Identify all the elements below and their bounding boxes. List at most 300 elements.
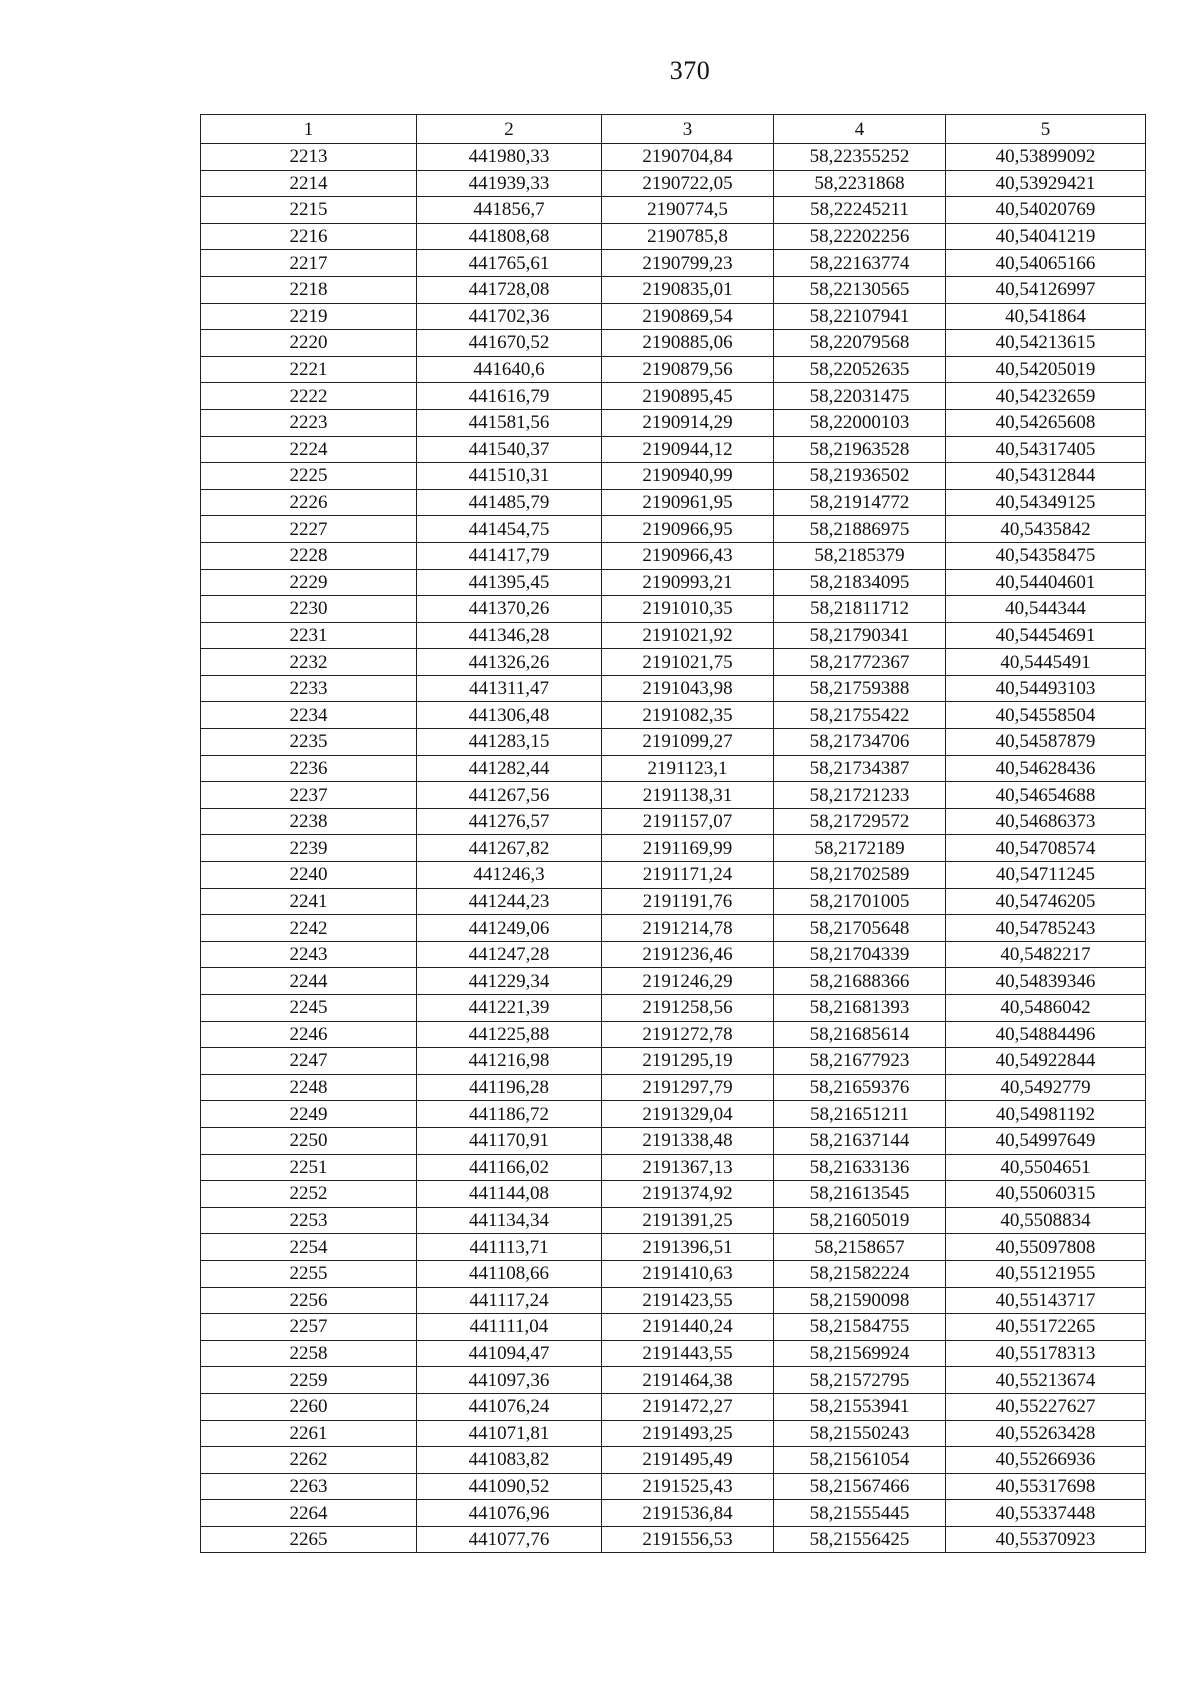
table-cell-col-5: 40,54454691: [946, 622, 1146, 649]
table-row: [201, 755, 1146, 782]
column-header-3: 3: [602, 115, 774, 144]
table-cell-col-3: 2191171,24: [602, 862, 774, 889]
table-cell-col-1: 2245: [201, 995, 417, 1022]
table-cell-col-1: 2238: [201, 808, 417, 835]
table-cell-col-5: 40,54349125: [946, 489, 1146, 516]
table-cell-col-4: 58,2231868: [774, 170, 946, 197]
table-cell-col-2: 441076,24: [417, 1393, 602, 1420]
table-cell-col-4: 58,21734387: [774, 755, 946, 782]
table-cell-col-3: 2191367,13: [602, 1154, 774, 1181]
table-cell-col-1: 2257: [201, 1314, 417, 1341]
column-header-1: 1: [201, 115, 417, 144]
table-cell-col-3: 2191082,35: [602, 702, 774, 729]
table-cell-col-5: 40,541864: [946, 303, 1146, 330]
table-cell-col-5: 40,5504651: [946, 1154, 1146, 1181]
table-cell-col-1: 2256: [201, 1287, 417, 1314]
table-cell-col-2: 441111,04: [417, 1314, 602, 1341]
table-cell-col-3: 2191138,31: [602, 782, 774, 809]
table-cell-col-5: 40,54265608: [946, 409, 1146, 436]
table-row: [201, 436, 1146, 463]
table-cell-col-4: 58,21811712: [774, 596, 946, 623]
table-cell-col-5: 40,54041219: [946, 223, 1146, 250]
table-cell-col-4: 58,22107941: [774, 303, 946, 330]
table-cell-col-4: 58,21759388: [774, 675, 946, 702]
table-cell-col-5: 40,54317405: [946, 436, 1146, 463]
table-cell-col-2: 441083,82: [417, 1447, 602, 1474]
table-cell-col-4: 58,21550243: [774, 1420, 946, 1447]
table-cell-col-5: 40,55097808: [946, 1234, 1146, 1261]
table-cell-col-1: 2260: [201, 1393, 417, 1420]
table-cell-col-5: 40,54839346: [946, 968, 1146, 995]
table-cell-col-2: 441616,79: [417, 383, 602, 410]
table-row: [201, 144, 1146, 171]
table-row: [201, 1260, 1146, 1287]
table-cell-col-4: 58,22245211: [774, 197, 946, 224]
table-cell-col-5: 40,53899092: [946, 144, 1146, 171]
table-cell-col-2: 441267,82: [417, 835, 602, 862]
table-cell-col-2: 441640,6: [417, 356, 602, 383]
table-cell-col-3: 2190785,8: [602, 223, 774, 250]
table-cell-col-4: 58,22202256: [774, 223, 946, 250]
table-row: [201, 782, 1146, 809]
table-cell-col-3: 2191157,07: [602, 808, 774, 835]
table-cell-col-1: 2241: [201, 888, 417, 915]
table-cell-col-4: 58,21790341: [774, 622, 946, 649]
table-cell-col-5: 40,5435842: [946, 516, 1146, 543]
table-cell-col-1: 2259: [201, 1367, 417, 1394]
table-cell-col-4: 58,21729572: [774, 808, 946, 835]
table-row: [201, 1101, 1146, 1128]
table-cell-col-4: 58,2185379: [774, 542, 946, 569]
table-cell-col-4: 58,21704339: [774, 941, 946, 968]
table-cell-col-1: 2258: [201, 1340, 417, 1367]
table-cell-col-2: 441282,44: [417, 755, 602, 782]
table-cell-col-3: 2191297,79: [602, 1074, 774, 1101]
table-cell-col-5: 40,54232659: [946, 383, 1146, 410]
table-cell-col-4: 58,21613545: [774, 1181, 946, 1208]
table-cell-col-1: 2214: [201, 170, 417, 197]
table-cell-col-1: 2229: [201, 569, 417, 596]
table-cell-col-5: 40,5492779: [946, 1074, 1146, 1101]
table-cell-col-5: 40,54997649: [946, 1127, 1146, 1154]
table-row: [201, 1340, 1146, 1367]
table-cell-col-4: 58,21572795: [774, 1367, 946, 1394]
table-cell-col-3: 2191214,78: [602, 915, 774, 942]
table-cell-col-4: 58,21584755: [774, 1314, 946, 1341]
table-row: [201, 569, 1146, 596]
table-cell-col-3: 2190961,95: [602, 489, 774, 516]
table-row: [201, 463, 1146, 490]
table-cell-col-1: 2216: [201, 223, 417, 250]
table-row: [201, 1048, 1146, 1075]
table-cell-col-1: 2252: [201, 1181, 417, 1208]
table-cell-col-3: 2190722,05: [602, 170, 774, 197]
column-header-4: 4: [774, 115, 946, 144]
table-cell-col-2: 441117,24: [417, 1287, 602, 1314]
table-cell-col-1: 2255: [201, 1260, 417, 1287]
table-cell-col-1: 2231: [201, 622, 417, 649]
table-cell-col-3: 2191043,98: [602, 675, 774, 702]
table-cell-col-3: 2190704,84: [602, 144, 774, 171]
table-cell-col-1: 2254: [201, 1234, 417, 1261]
table-row: [201, 1393, 1146, 1420]
table-cell-col-2: 441485,79: [417, 489, 602, 516]
table-row: [201, 383, 1146, 410]
table-cell-col-5: 40,54404601: [946, 569, 1146, 596]
table-cell-col-4: 58,21569924: [774, 1340, 946, 1367]
table-cell-col-3: 2191374,92: [602, 1181, 774, 1208]
table-cell-col-5: 40,55266936: [946, 1447, 1146, 1474]
table-row: [201, 1181, 1146, 1208]
page-number: 370: [669, 56, 711, 85]
table-cell-col-5: 40,55227627: [946, 1393, 1146, 1420]
table-cell-col-2: 441267,56: [417, 782, 602, 809]
table-cell-col-4: 58,21659376: [774, 1074, 946, 1101]
table-cell-col-2: 441283,15: [417, 729, 602, 756]
table-cell-col-4: 58,21555445: [774, 1500, 946, 1527]
table-cell-col-2: 441670,52: [417, 330, 602, 357]
table-cell-col-4: 58,21734706: [774, 729, 946, 756]
table-cell-col-5: 40,54558504: [946, 702, 1146, 729]
table-cell-col-3: 2191423,55: [602, 1287, 774, 1314]
table-row: [201, 223, 1146, 250]
table-row: [201, 303, 1146, 330]
table-cell-col-2: 441090,52: [417, 1473, 602, 1500]
table-cell-col-3: 2190914,29: [602, 409, 774, 436]
table-cell-col-3: 2191440,24: [602, 1314, 774, 1341]
table-row: [201, 1447, 1146, 1474]
table-cell-col-4: 58,21721233: [774, 782, 946, 809]
table-cell-col-4: 58,2158657: [774, 1234, 946, 1261]
table-cell-col-4: 58,21834095: [774, 569, 946, 596]
table-cell-col-2: 441765,61: [417, 250, 602, 277]
table-cell-col-3: 2191191,76: [602, 888, 774, 915]
table-cell-col-3: 2191391,25: [602, 1207, 774, 1234]
table-cell-col-3: 2190895,45: [602, 383, 774, 410]
table-cell-col-1: 2228: [201, 542, 417, 569]
table-cell-col-2: 441244,23: [417, 888, 602, 915]
table-row: [201, 1367, 1146, 1394]
table-cell-col-3: 2191295,19: [602, 1048, 774, 1075]
table-cell-col-5: 40,54205019: [946, 356, 1146, 383]
table-cell-col-2: 441728,08: [417, 276, 602, 303]
table-cell-col-4: 58,21772367: [774, 649, 946, 676]
table-cell-col-2: 441071,81: [417, 1420, 602, 1447]
table-cell-col-1: 2262: [201, 1447, 417, 1474]
table-cell-col-5: 40,54981192: [946, 1101, 1146, 1128]
table-cell-col-3: 2191123,1: [602, 755, 774, 782]
table-row: [201, 862, 1146, 889]
table-cell-col-5: 40,55060315: [946, 1181, 1146, 1208]
table-row: [201, 409, 1146, 436]
table-cell-col-2: 441326,26: [417, 649, 602, 676]
table-cell-col-5: 40,54711245: [946, 862, 1146, 889]
table-cell-col-2: 441540,37: [417, 436, 602, 463]
table-cell-col-3: 2190944,12: [602, 436, 774, 463]
table-cell-col-1: 2242: [201, 915, 417, 942]
table-cell-col-3: 2191272,78: [602, 1021, 774, 1048]
table-cell-col-5: 40,54020769: [946, 197, 1146, 224]
table-row: [201, 1500, 1146, 1527]
table-cell-col-3: 2190869,54: [602, 303, 774, 330]
table-cell-col-3: 2191338,48: [602, 1127, 774, 1154]
table-cell-col-4: 58,21688366: [774, 968, 946, 995]
table-cell-col-5: 40,54312844: [946, 463, 1146, 490]
table-cell-col-3: 2190966,95: [602, 516, 774, 543]
table-cell-col-4: 58,21637144: [774, 1127, 946, 1154]
table-cell-col-2: 441170,91: [417, 1127, 602, 1154]
table-cell-col-2: 441246,3: [417, 862, 602, 889]
table-cell-col-2: 441370,26: [417, 596, 602, 623]
table-cell-col-5: 40,54746205: [946, 888, 1146, 915]
table-cell-col-4: 58,22052635: [774, 356, 946, 383]
table-cell-col-5: 40,5486042: [946, 995, 1146, 1022]
table-row: [201, 197, 1146, 224]
table-cell-col-3: 2191010,35: [602, 596, 774, 623]
table-cell-col-2: 441276,57: [417, 808, 602, 835]
table-cell-col-1: 2224: [201, 436, 417, 463]
table-cell-col-2: 441113,71: [417, 1234, 602, 1261]
table-row: [201, 702, 1146, 729]
table-cell-col-2: 441186,72: [417, 1101, 602, 1128]
table-cell-col-5: 40,54628436: [946, 755, 1146, 782]
table-cell-col-2: 441221,39: [417, 995, 602, 1022]
table-cell-col-3: 2191169,99: [602, 835, 774, 862]
table-row: [201, 1526, 1146, 1553]
table-cell-col-5: 40,53929421: [946, 170, 1146, 197]
table-cell-col-5: 40,54686373: [946, 808, 1146, 835]
table-row: [201, 1420, 1146, 1447]
table-cell-col-2: 441247,28: [417, 941, 602, 968]
table-cell-col-2: 441216,98: [417, 1048, 602, 1075]
table-row: [201, 808, 1146, 835]
table-cell-col-1: 2222: [201, 383, 417, 410]
table-cell-col-1: 2235: [201, 729, 417, 756]
table-cell-col-1: 2265: [201, 1526, 417, 1553]
table-cell-col-1: 2221: [201, 356, 417, 383]
table-cell-col-2: 441144,08: [417, 1181, 602, 1208]
table-cell-col-3: 2191556,53: [602, 1526, 774, 1553]
table-cell-col-3: 2191396,51: [602, 1234, 774, 1261]
table-cell-col-1: 2244: [201, 968, 417, 995]
table-cell-col-1: 2219: [201, 303, 417, 330]
table-row: [201, 968, 1146, 995]
table-cell-col-3: 2191236,46: [602, 941, 774, 968]
table-cell-col-3: 2190885,06: [602, 330, 774, 357]
table-cell-col-2: 441702,36: [417, 303, 602, 330]
table-cell-col-2: 441249,06: [417, 915, 602, 942]
table-cell-col-4: 58,21605019: [774, 1207, 946, 1234]
table-cell-col-5: 40,54654688: [946, 782, 1146, 809]
column-header-2: 2: [417, 115, 602, 144]
table-cell-col-4: 58,21685614: [774, 1021, 946, 1048]
table-cell-col-5: 40,54358475: [946, 542, 1146, 569]
table-cell-col-2: 441225,88: [417, 1021, 602, 1048]
table-cell-col-5: 40,5482217: [946, 941, 1146, 968]
table-cell-col-2: 441077,76: [417, 1526, 602, 1553]
table-cell-col-3: 2191472,27: [602, 1393, 774, 1420]
table-cell-col-1: 2240: [201, 862, 417, 889]
table-cell-col-2: 441108,66: [417, 1260, 602, 1287]
table-cell-col-4: 58,21702589: [774, 862, 946, 889]
table-cell-col-2: 441097,36: [417, 1367, 602, 1394]
table-cell-col-2: 441134,34: [417, 1207, 602, 1234]
table-cell-col-2: 441417,79: [417, 542, 602, 569]
table-cell-col-2: 441980,33: [417, 144, 602, 171]
coordinates-table: [200, 114, 1146, 1553]
table-cell-col-1: 2217: [201, 250, 417, 277]
table-cell-col-1: 2243: [201, 941, 417, 968]
table-cell-col-3: 2191464,38: [602, 1367, 774, 1394]
table-row: [201, 516, 1146, 543]
table-cell-col-3: 2191021,75: [602, 649, 774, 676]
table-cell-col-4: 58,21755422: [774, 702, 946, 729]
table-row: [201, 489, 1146, 516]
table-cell-col-5: 40,544344: [946, 596, 1146, 623]
table-row: [201, 649, 1146, 676]
table-cell-col-5: 40,54708574: [946, 835, 1146, 862]
table-cell-col-4: 58,22130565: [774, 276, 946, 303]
table-cell-col-2: 441346,28: [417, 622, 602, 649]
table-cell-col-1: 2218: [201, 276, 417, 303]
table-cell-col-3: 2190966,43: [602, 542, 774, 569]
table-cell-col-3: 2191099,27: [602, 729, 774, 756]
table-cell-col-4: 58,21582224: [774, 1260, 946, 1287]
table-cell-col-2: 441094,47: [417, 1340, 602, 1367]
table-row: [201, 888, 1146, 915]
table-row: [201, 622, 1146, 649]
table-row: [201, 915, 1146, 942]
table-cell-col-3: 2190835,01: [602, 276, 774, 303]
table-cell-col-3: 2191410,63: [602, 1260, 774, 1287]
table-cell-col-2: 441454,75: [417, 516, 602, 543]
table-cell-col-5: 40,5445491: [946, 649, 1146, 676]
table-cell-col-1: 2251: [201, 1154, 417, 1181]
table-cell-col-2: 441395,45: [417, 569, 602, 596]
table-cell-col-3: 2191495,49: [602, 1447, 774, 1474]
table-cell-col-5: 40,54785243: [946, 915, 1146, 942]
table-cell-col-1: 2227: [201, 516, 417, 543]
table-cell-col-3: 2191021,92: [602, 622, 774, 649]
table-cell-col-3: 2191525,43: [602, 1473, 774, 1500]
table-cell-col-4: 58,21914772: [774, 489, 946, 516]
table-cell-col-3: 2190799,23: [602, 250, 774, 277]
table-cell-col-4: 58,22031475: [774, 383, 946, 410]
table-cell-col-5: 40,55263428: [946, 1420, 1146, 1447]
table-cell-col-2: 441939,33: [417, 170, 602, 197]
table-cell-col-1: 2253: [201, 1207, 417, 1234]
table-row: [201, 170, 1146, 197]
table-cell-col-5: 40,54922844: [946, 1048, 1146, 1075]
table-cell-col-4: 58,21681393: [774, 995, 946, 1022]
table-cell-col-4: 58,21936502: [774, 463, 946, 490]
table-body: [201, 144, 1146, 1553]
table-cell-col-2: 441166,02: [417, 1154, 602, 1181]
table-cell-col-5: 40,55121955: [946, 1260, 1146, 1287]
table-cell-col-1: 2237: [201, 782, 417, 809]
table-cell-col-5: 40,55370923: [946, 1526, 1146, 1553]
table-row: [201, 542, 1146, 569]
table-cell-col-1: 2264: [201, 1500, 417, 1527]
table-cell-col-3: 2190940,99: [602, 463, 774, 490]
table-cell-col-5: 40,54884496: [946, 1021, 1146, 1048]
table-cell-col-5: 40,54126997: [946, 276, 1146, 303]
table-cell-col-2: 441311,47: [417, 675, 602, 702]
table-cell-col-5: 40,54065166: [946, 250, 1146, 277]
table-cell-col-5: 40,55178313: [946, 1340, 1146, 1367]
table-row: [201, 835, 1146, 862]
table-cell-col-1: 2239: [201, 835, 417, 862]
table-row: [201, 1127, 1146, 1154]
table-cell-col-4: 58,2172189: [774, 835, 946, 862]
table-cell-col-5: 40,5508834: [946, 1207, 1146, 1234]
table-cell-col-4: 58,21705648: [774, 915, 946, 942]
table-cell-col-3: 2190879,56: [602, 356, 774, 383]
table-row: [201, 729, 1146, 756]
table-cell-col-3: 2191493,25: [602, 1420, 774, 1447]
table-row: [201, 941, 1146, 968]
table-cell-col-2: 441856,7: [417, 197, 602, 224]
table-cell-col-4: 58,21590098: [774, 1287, 946, 1314]
table-cell-col-5: 40,54213615: [946, 330, 1146, 357]
table-cell-col-4: 58,22355252: [774, 144, 946, 171]
table-cell-col-4: 58,22079568: [774, 330, 946, 357]
table-cell-col-3: 2191329,04: [602, 1101, 774, 1128]
table-cell-col-2: 441808,68: [417, 223, 602, 250]
table-row: [201, 1473, 1146, 1500]
table-row: [201, 250, 1146, 277]
table-cell-col-2: 441076,96: [417, 1500, 602, 1527]
table-header: [201, 115, 1146, 144]
table-cell-col-3: 2190774,5: [602, 197, 774, 224]
table-cell-col-1: 2250: [201, 1127, 417, 1154]
table-cell-col-3: 2191536,84: [602, 1500, 774, 1527]
table-cell-col-3: 2190993,21: [602, 569, 774, 596]
table-cell-col-1: 2234: [201, 702, 417, 729]
table-cell-col-2: 441229,34: [417, 968, 602, 995]
table-cell-col-1: 2233: [201, 675, 417, 702]
table-cell-col-5: 40,55317698: [946, 1473, 1146, 1500]
table-cell-col-2: 441581,56: [417, 409, 602, 436]
table-row: [201, 356, 1146, 383]
table-row: [201, 276, 1146, 303]
table-cell-col-1: 2220: [201, 330, 417, 357]
table-cell-col-5: 40,55213674: [946, 1367, 1146, 1394]
table-cell-col-5: 40,55143717: [946, 1287, 1146, 1314]
table-row: [201, 1074, 1146, 1101]
table-cell-col-1: 2232: [201, 649, 417, 676]
table-cell-col-5: 40,54493103: [946, 675, 1146, 702]
table-cell-col-1: 2249: [201, 1101, 417, 1128]
table-cell-col-1: 2261: [201, 1420, 417, 1447]
table-cell-col-5: 40,55172265: [946, 1314, 1146, 1341]
table-cell-col-4: 58,21886975: [774, 516, 946, 543]
table-row: [201, 1021, 1146, 1048]
table-cell-col-4: 58,21556425: [774, 1526, 946, 1553]
table-cell-col-1: 2236: [201, 755, 417, 782]
table-row: [201, 1207, 1146, 1234]
table-cell-col-2: 441510,31: [417, 463, 602, 490]
table-cell-col-3: 2191246,29: [602, 968, 774, 995]
table-row: [201, 1154, 1146, 1181]
table-cell-col-4: 58,21701005: [774, 888, 946, 915]
table-cell-col-1: 2247: [201, 1048, 417, 1075]
table-cell-col-1: 2223: [201, 409, 417, 436]
table-cell-col-1: 2213: [201, 144, 417, 171]
table-cell-col-4: 58,21633136: [774, 1154, 946, 1181]
table-cell-col-4: 58,21677923: [774, 1048, 946, 1075]
table-cell-col-5: 40,54587879: [946, 729, 1146, 756]
